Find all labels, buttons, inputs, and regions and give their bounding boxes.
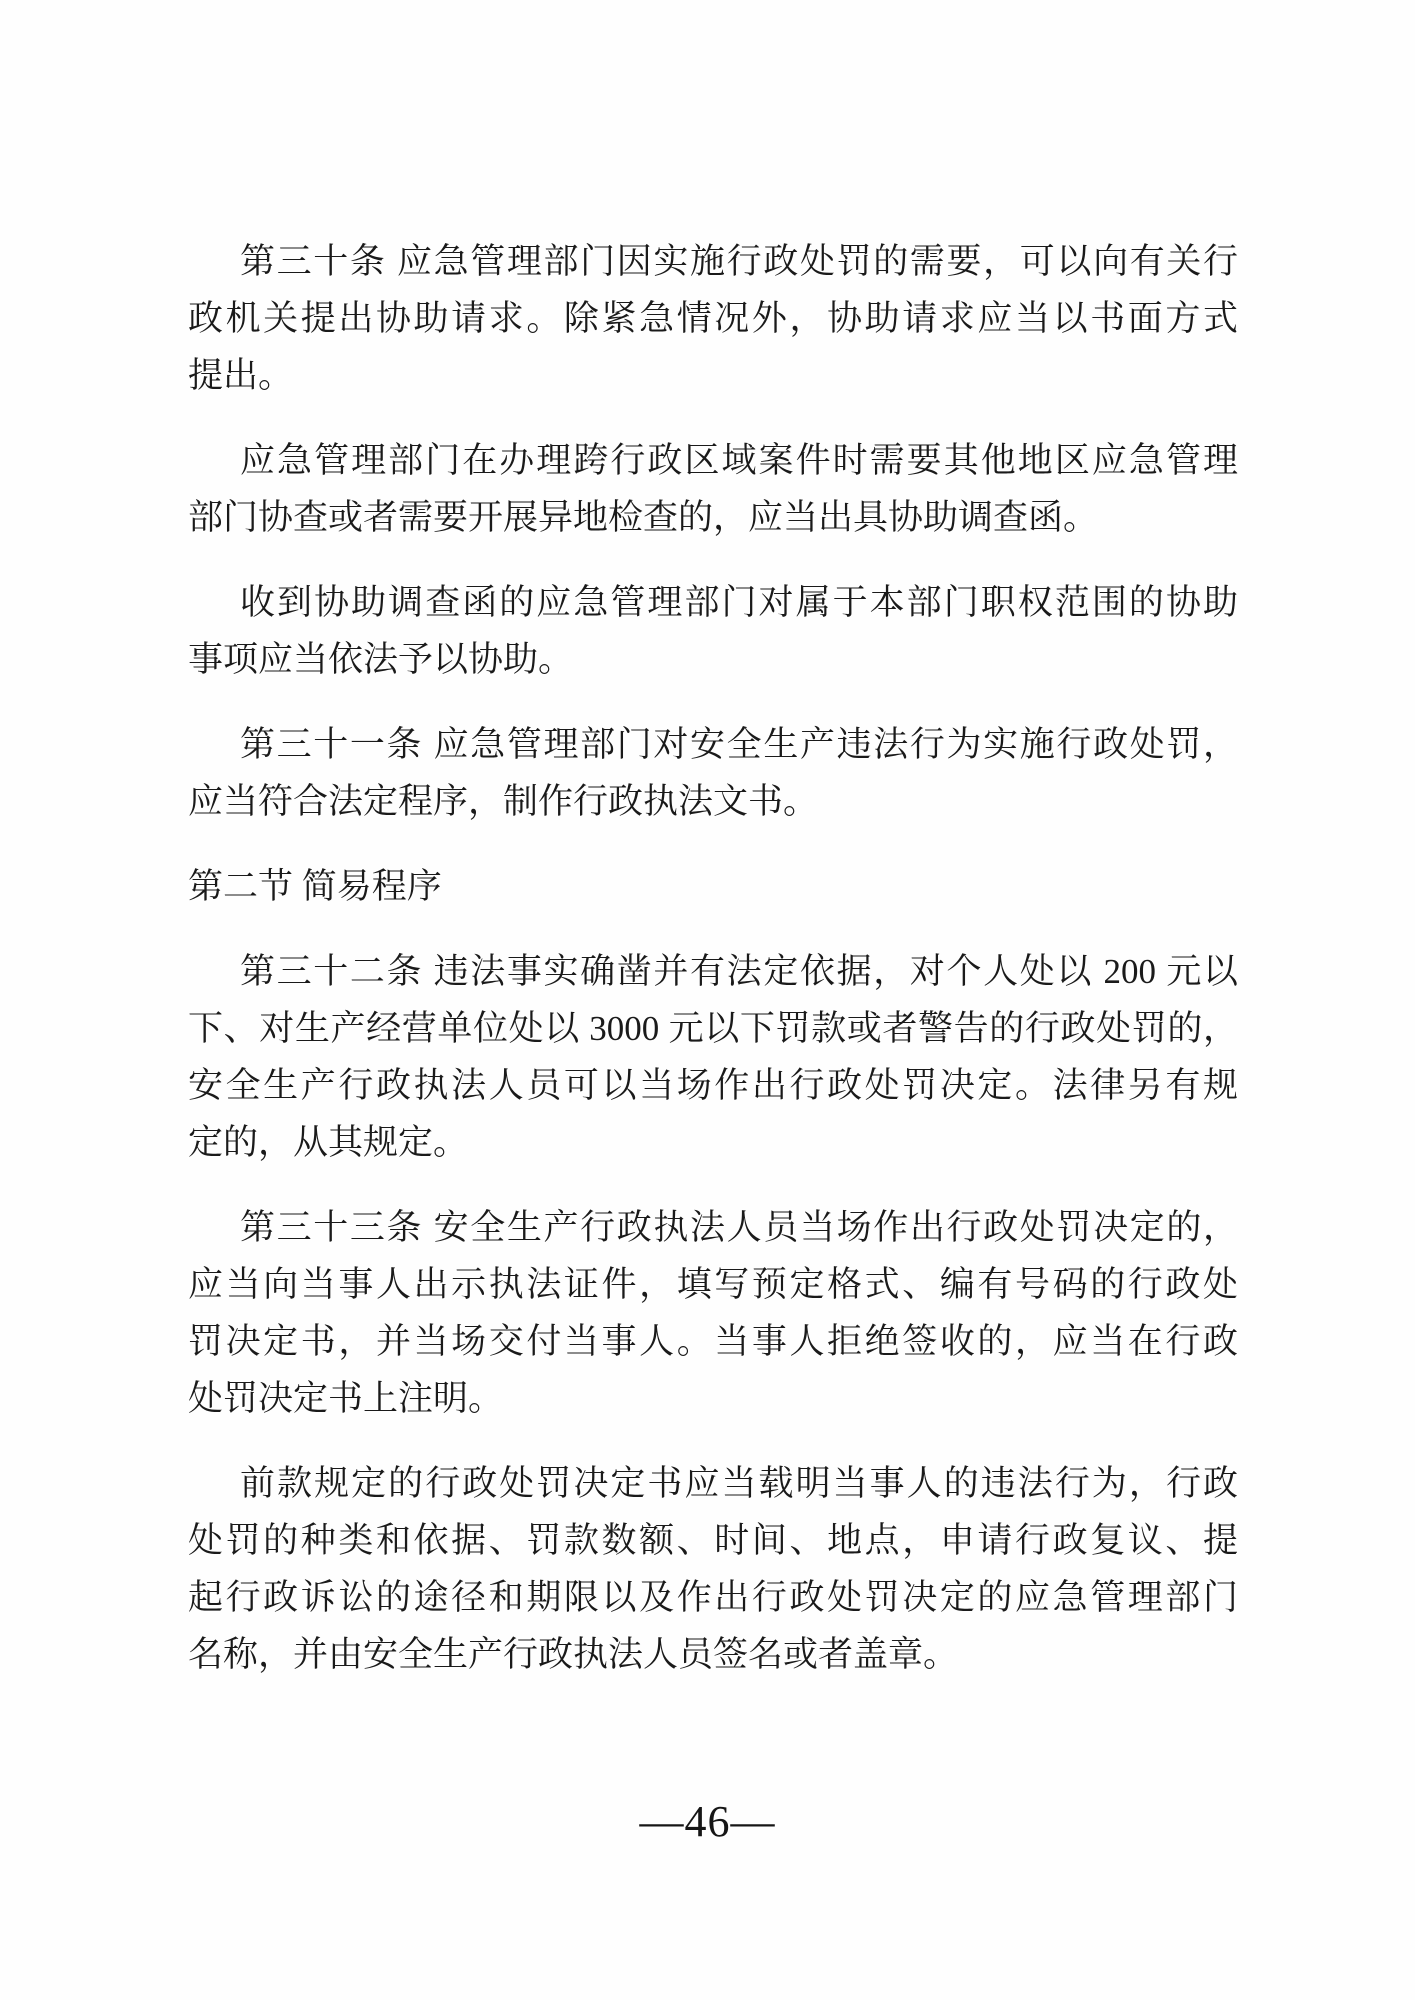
paragraph xyxy=(188,233,1238,404)
text-line: 前款规定的行政处罚决定书应当载明当事人的违法行为，行政 xyxy=(240,1464,1238,1503)
paragraph xyxy=(188,1199,1238,1427)
text-line: 事项应当依法予以协助。 xyxy=(188,640,574,679)
text-line: 起行政诉讼的途径和期限以及作出行政处罚决定的应急管理部门 xyxy=(188,1578,1238,1617)
text-line: 定的，从其规定。 xyxy=(188,1123,469,1162)
text-line: 应急管理部门在办理跨行政区域案件时需要其他地区应急管理 xyxy=(240,441,1238,480)
section-heading xyxy=(188,858,1238,915)
text-line: 部门协查或者需要开展异地检查的，应当出具协助调查函。 xyxy=(188,498,1099,537)
text-line: 名称，并由安全生产行政执法人员签名或者盖章。 xyxy=(188,1635,959,1674)
text-line: 罚决定书，并当场交付当事人。当事人拒绝签收的，应当在行政 xyxy=(188,1322,1238,1361)
paragraph xyxy=(188,716,1238,830)
paragraph xyxy=(188,943,1238,1171)
text-line: 应当符合法定程序，制作行政执法文书。 xyxy=(188,782,819,821)
section-heading-text: 第二节 简易程序 xyxy=(188,867,442,906)
text-line: 处罚的种类和依据、罚款数额、时间、地点，申请行政复议、提 xyxy=(188,1521,1238,1560)
paragraph xyxy=(188,1455,1238,1683)
text-line: 收到协助调查函的应急管理部门对属于本部门职权范围的协助 xyxy=(240,583,1238,622)
paragraph xyxy=(188,432,1238,546)
text-line: 第三十一条 应急管理部门对安全生产违法行为实施行政处罚， xyxy=(240,725,1238,764)
text-line: 第三十三条 安全生产行政执法人员当场作出行政处罚决定的， xyxy=(240,1208,1238,1247)
text-line: 提出。 xyxy=(188,356,294,395)
page-number: —46— xyxy=(639,1797,776,1846)
paragraph xyxy=(188,574,1238,688)
text-line: 处罚决定书上注明。 xyxy=(188,1379,504,1418)
text-line: 第三十条 应急管理部门因实施行政处罚的需要，可以向有关行 xyxy=(240,242,1238,281)
text-line: 下、对生产经营单位处以 3000 元以下罚款或者警告的行政处罚的， xyxy=(188,1009,1238,1048)
text-line: 安全生产行政执法人员可以当场作出行政处罚决定。法律另有规 xyxy=(188,1066,1238,1105)
text-line: 应当向当事人出示执法证件，填写预定格式、编有号码的行政处 xyxy=(188,1265,1238,1304)
text-line: 第三十二条 违法事实确凿并有法定依据，对个人处以 200 元以 xyxy=(240,952,1238,991)
text-line: 政机关提出协助请求。除紧急情况外，协助请求应当以书面方式 xyxy=(188,299,1238,338)
document-body xyxy=(188,233,1238,1683)
